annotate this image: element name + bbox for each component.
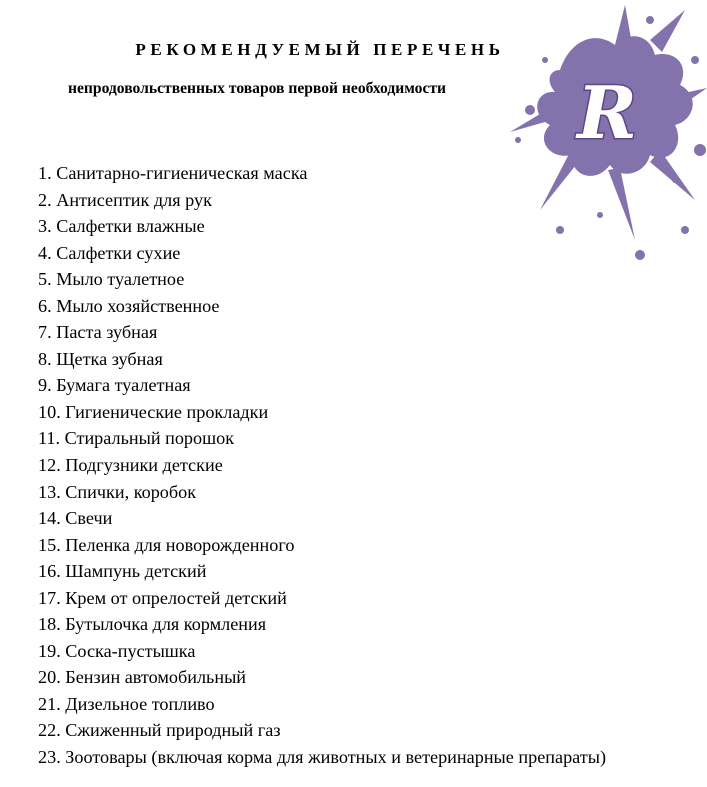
list-item: 5. Мыло туалетное [38,269,185,290]
list-item: 20. Бензин автомобильный [38,667,247,688]
list-item: 17. Крем от опрелостей детский [38,587,287,608]
goods-list [38,160,606,771]
list-item: 10. Гигиенические прокладки [38,401,269,422]
list-item: 23. Зоотовары (включая корма для животных и ветеринарные препараты) [38,747,607,768]
list-item: 8. Щетка зубная [38,348,163,369]
list-item: 2. Антисептик для рук [38,189,212,210]
list-item: 4. Салфетки сухие [38,242,181,263]
list-item: 12. Подгузники детские [38,455,223,476]
list-item: 16. Шампунь детский [38,561,207,582]
document-subtitle: непродовольственных товаров первой необходимости [68,80,447,97]
list-item: 13. Спички, коробок [38,481,197,502]
document-title: РЕКОМЕНДУЕМЫЙ ПЕРЕЧЕНЬ [135,40,505,59]
list-item: 9. Бумага туалетная [38,375,191,396]
list-item: 7. Паста зубная [38,322,158,343]
list-item: 1. Санитарно-гигиеническая маска [38,163,308,183]
list-item: 21. Дизельное топливо [38,693,215,714]
list-item: 15. Пеленка для новорожденного [38,534,295,555]
list-item: 19. Соска-пустышка [38,640,196,661]
list-item: 6. Мыло хозяйственное [38,295,220,316]
list-item: 18. Бутылочка для кормления [38,614,267,635]
list-item: 22. Сжиженный природный газ [38,720,281,741]
list-item: 3. Салфетки влажные [38,216,205,237]
list-item: 14. Свечи [38,508,113,529]
list-item: 11. Стиральный порошок [38,428,235,449]
logo-letter: R [577,70,637,155]
